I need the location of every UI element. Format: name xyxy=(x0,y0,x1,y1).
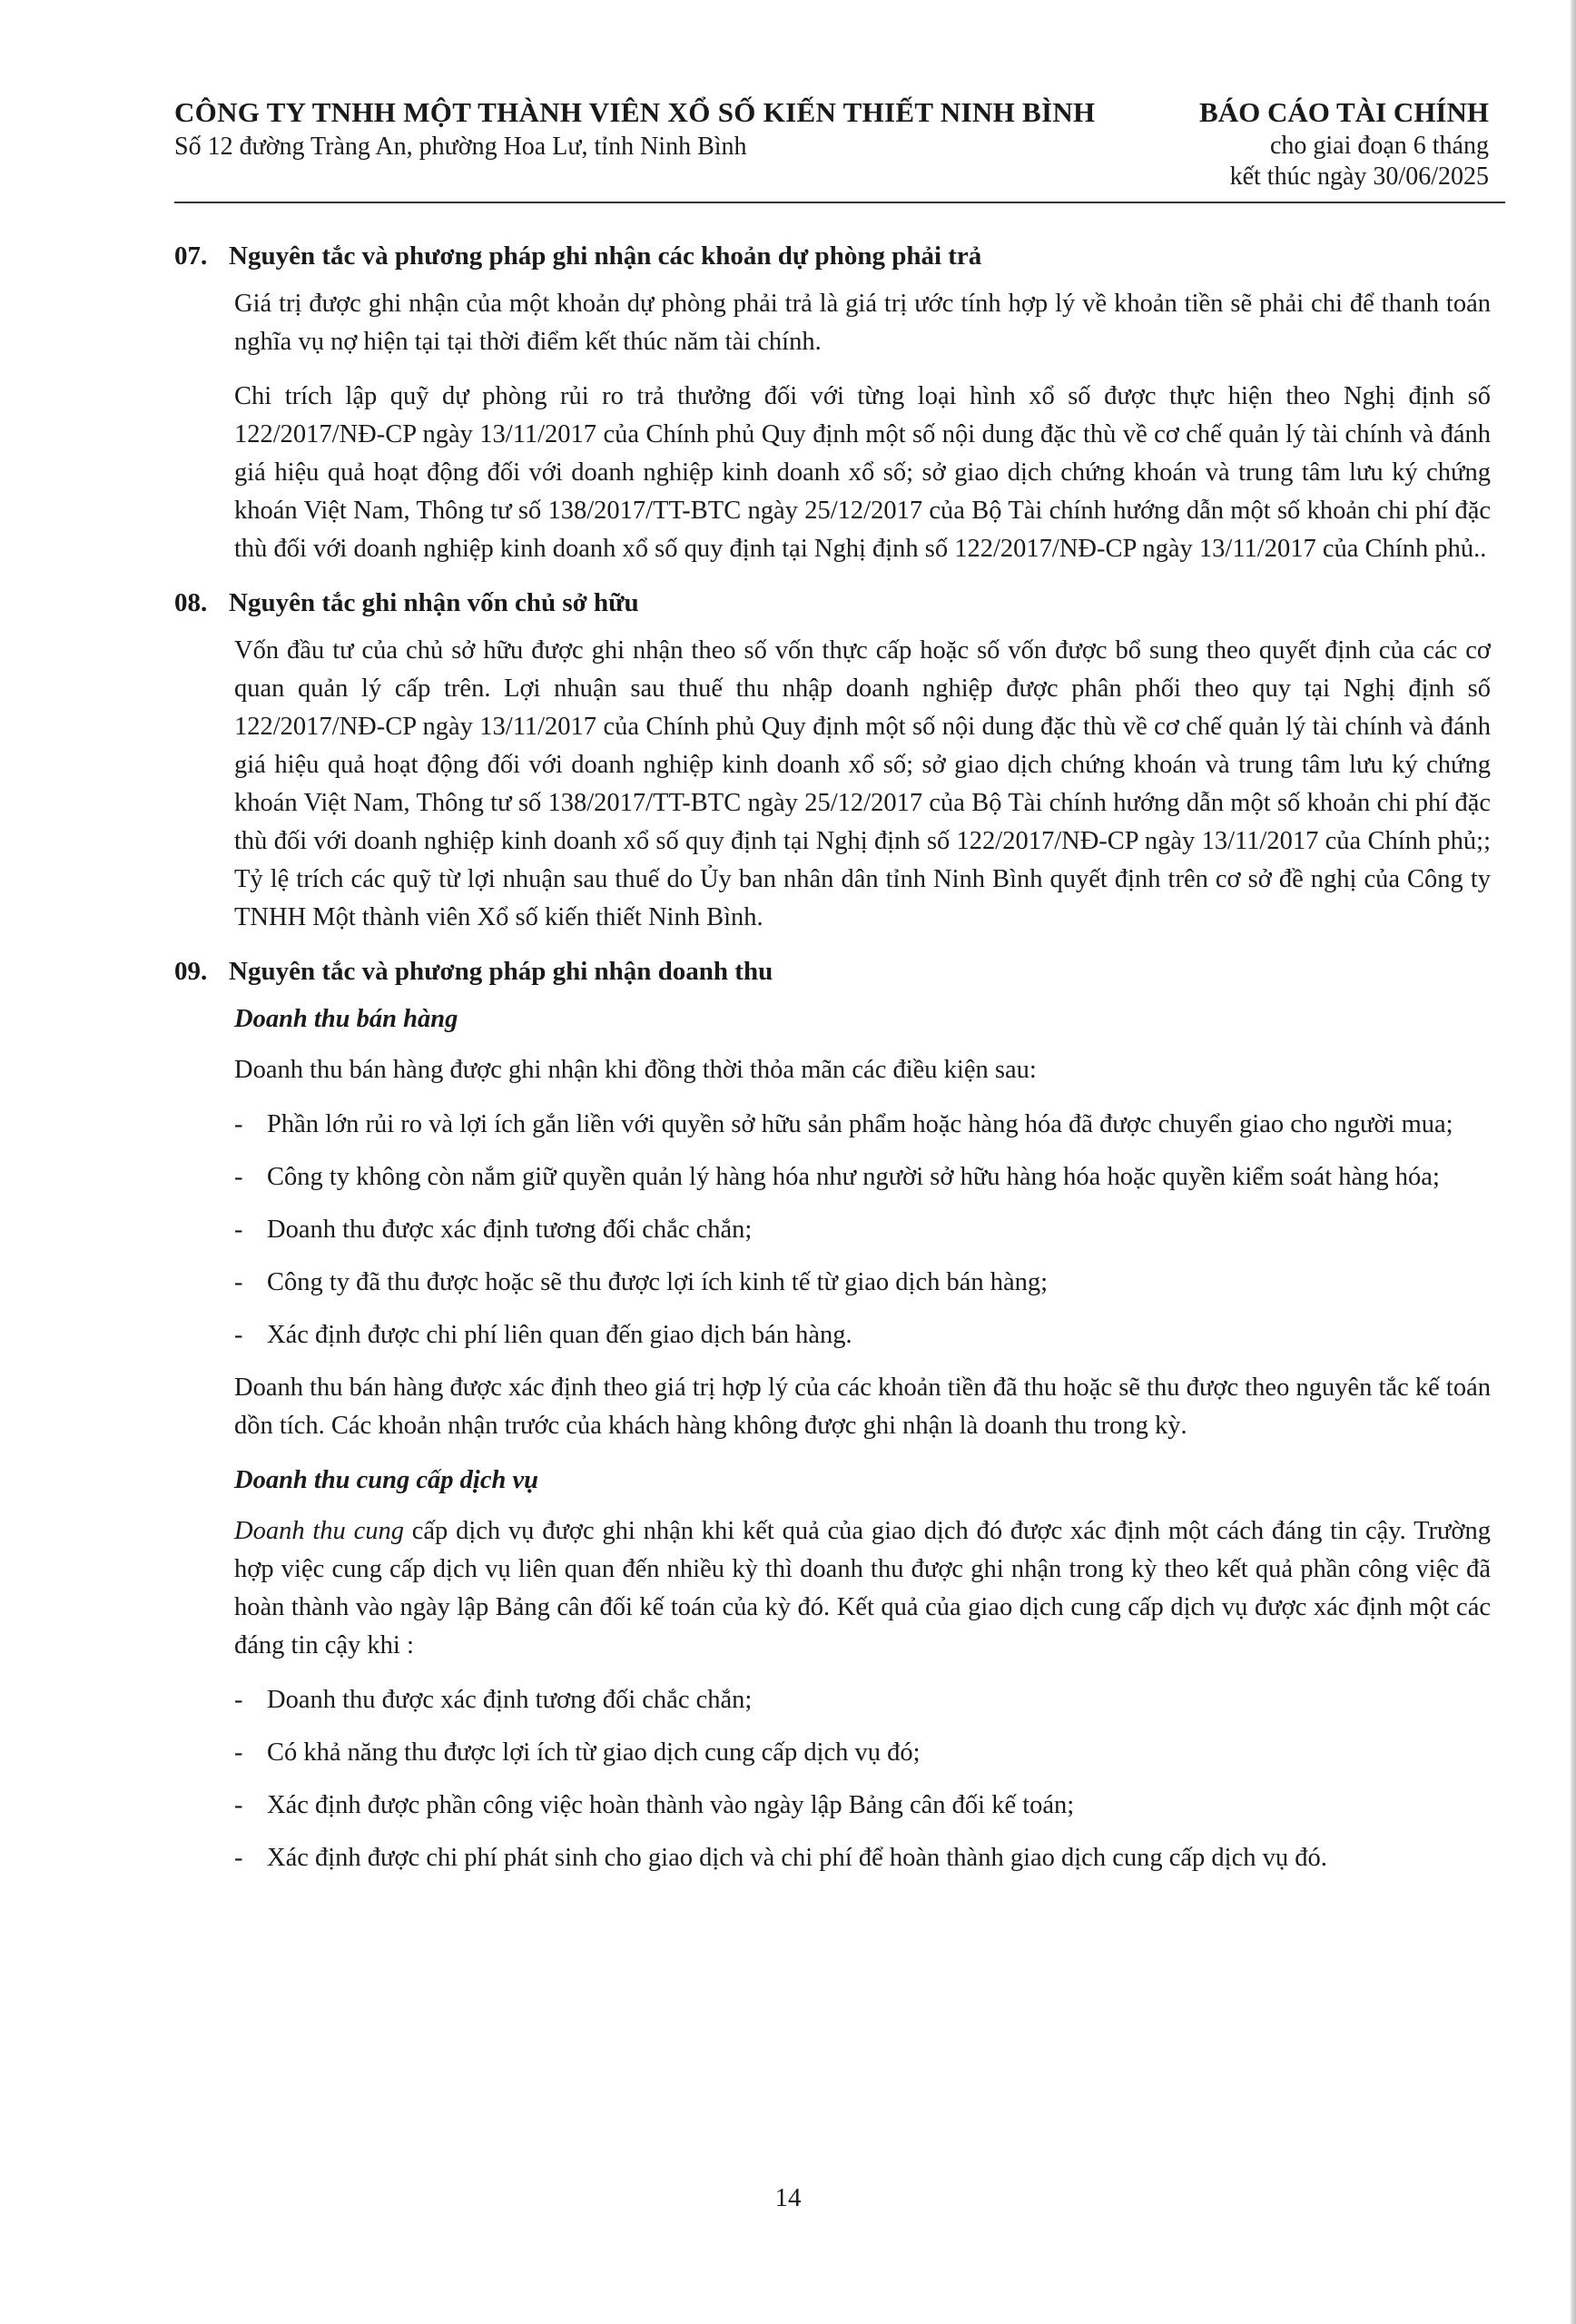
section-07-content xyxy=(234,285,1491,568)
list-item: - Công ty không còn nắm giữ quyền quản lý hàng hóa như người sở hữu hàng hóa hoặc quyền kiểm soát hàng hóa; xyxy=(234,1158,1491,1196)
list-item: - Xác định được phần công việc hoàn thành vào ngày lập Bảng cân đối kế toán; xyxy=(234,1787,1491,1825)
paragraph: Doanh thu bán hàng được xác định theo giá trị hợp lý của các khoản tiền đã thu hoặc sẽ thu được theo nguyên tắc kế toán dồn tích. Các khoản nhận trước của khách hàng không được ghi nhận là doanh thu trong kỳ. xyxy=(234,1374,1491,1440)
page-number: 14 xyxy=(774,2183,802,2212)
subheading-sales-revenue: Doanh thu bán hàng xyxy=(234,1005,458,1033)
section-number: 07. xyxy=(174,241,208,271)
paragraph: Giá trị được ghi nhận của một khoản dự phòng phải trả là giá trị ước tính hợp lý về khoản tiền sẽ phải chi để thanh toán nghĩa vụ nợ hiện tại tại thời điểm kết thúc năm tài chính. xyxy=(234,290,1491,356)
list-item: - Doanh thu được xác định tương đối chắc chắn; xyxy=(234,1211,1491,1249)
section-title: Nguyên tắc và phương pháp ghi nhận các khoản dự phòng phải trả xyxy=(229,241,982,271)
paragraph: Doanh thu bán hàng được ghi nhận khi đồng thời thỏa mãn các điều kiện sau: xyxy=(234,1056,1037,1084)
company-address: Số 12 đường Tràng An, phường Hoa Lư, tỉnh Ninh Bình xyxy=(174,133,747,161)
paragraph xyxy=(234,1512,1491,1665)
subheading-service-revenue: Doanh thu cung cấp dịch vụ xyxy=(234,1466,538,1494)
section-09-content xyxy=(234,1000,1491,1877)
list-item: - Công ty đã thu được hoặc sẽ thu được lợi ích kinh tế từ giao dịch bán hàng; xyxy=(234,1264,1491,1302)
paragraph: Vốn đầu tư của chủ sở hữu được ghi nhận theo số vốn thực cấp hoặc số vốn được bổ sung theo quyết định của các cơ quan quản lý cấp trên. Lợi nhuận sau thuế thu nhập doanh nghiệp được phân phối theo quy tại Nghị định số 122/2017/NĐ-CP ngày 13/11/2017 của Chính phủ Quy định một số nội dung đặc thù về cơ chế quản lý tài chính và đánh giá hiệu quả hoạt động đối với doanh nghiệp kinh doanh xổ số; sở giao dịch chứng khoán và trung tâm lưu ký chứng khoán Việt Nam, Thông tư số 138/2017/TT-BTC ngày 25/12/2017 của Bộ Tài chính hướng dẫn một số khoản chi phí đặc thù đối với doanh nghiệp kinh doanh xổ số quy định tại Nghị định số 122/2017/NĐ-CP ngày 13/11/2017 của Chính phủ;; Tỷ lệ trích các quỹ từ lợi nhuận sau thuế do Ủy ban nhân dân tỉnh Ninh Bình quyết định trên cơ sở đề nghị của Công ty TNHH Một thành viên Xổ số kiến thiết Ninh Bình. xyxy=(234,636,1491,931)
report-period-line1: cho giai đoạn 6 tháng xyxy=(1269,132,1489,160)
report-title: BÁO CÁO TÀI CHÍNH xyxy=(1199,96,1489,128)
company-name: CÔNG TY TNHH MỘT THÀNH VIÊN XỔ SỐ KIẾN THIẾT NINH BÌNH xyxy=(174,96,1096,128)
list-item: - Doanh thu được xác định tương đối chắc chắn; xyxy=(234,1681,1491,1719)
header-divider xyxy=(174,202,1505,203)
list-item: - Phần lớn rủi ro và lợi ích gắn liền với quyền sở hữu sản phẩm hoặc hàng hóa đã được chuyển giao cho người mua; xyxy=(234,1106,1491,1144)
section-number: 09. xyxy=(174,957,208,986)
section-title: Nguyên tắc và phương pháp ghi nhận doanh thu xyxy=(229,957,773,986)
section-number: 08. xyxy=(174,588,208,617)
section-09-heading xyxy=(174,953,1491,990)
section-07-heading xyxy=(174,238,1491,274)
list-item: - Có khả năng thu được lợi ích từ giao dịch cung cấp dịch vụ đó; xyxy=(234,1734,1491,1772)
document-body xyxy=(174,238,1491,1892)
page-edge-shadow xyxy=(1571,0,1576,2324)
emphasis-text: Doanh thu cung xyxy=(234,1517,404,1545)
section-08-heading xyxy=(174,585,1491,621)
header-left xyxy=(174,94,1155,163)
section-title: Nguyên tắc ghi nhận vốn chủ sở hữu xyxy=(229,588,639,617)
header-right xyxy=(1108,94,1489,192)
list-item: - Xác định được chi phí phát sinh cho giao dịch và chi phí để hoàn thành giao dịch cung cấp dịch vụ đó. xyxy=(234,1839,1491,1877)
paragraph: Chi trích lập quỹ dự phòng rủi ro trả thưởng đối với từng loại hình xổ số được thực hiện theo Nghị định số 122/2017/NĐ-CP ngày 13/11/2017 của Chính phủ Quy định một số nội dung đặc thù về cơ chế quản lý tài chính và đánh giá hiệu quả hoạt động đối với doanh nghiệp kinh doanh xổ số; sở giao dịch chứng khoán và trung tâm lưu ký chứng khoán Việt Nam, Thông tư số 138/2017/TT-BTC ngày 25/12/2017 của Bộ Tài chính hướng dẫn một số khoản chi phí đặc thù đối với doanh nghiệp kinh doanh xổ số quy định tại Nghị định số 122/2017/NĐ-CP ngày 13/11/2017 của Chính phủ.. xyxy=(234,382,1491,563)
section-08-content xyxy=(234,632,1491,937)
paragraph-text: cấp dịch vụ được ghi nhận khi kết quả của giao dịch đó được xác định một cách đáng tin cậy. Trường hợp việc cung cấp dịch vụ liên quan đến nhiều kỳ thì doanh thu được ghi nhận trong kỳ theo kết quả phần công việc đã hoàn thành vào ngày lập Bảng cân đối kế toán của kỳ đó. Kết quả của giao dịch cung cấp dịch vụ được xác định một các đáng tin cậy khi : xyxy=(234,1517,1491,1659)
list-item: - Xác định được chi phí liên quan đến giao dịch bán hàng. xyxy=(234,1316,1491,1354)
report-period-line2: kết thúc ngày 30/06/2025 xyxy=(1229,162,1489,191)
